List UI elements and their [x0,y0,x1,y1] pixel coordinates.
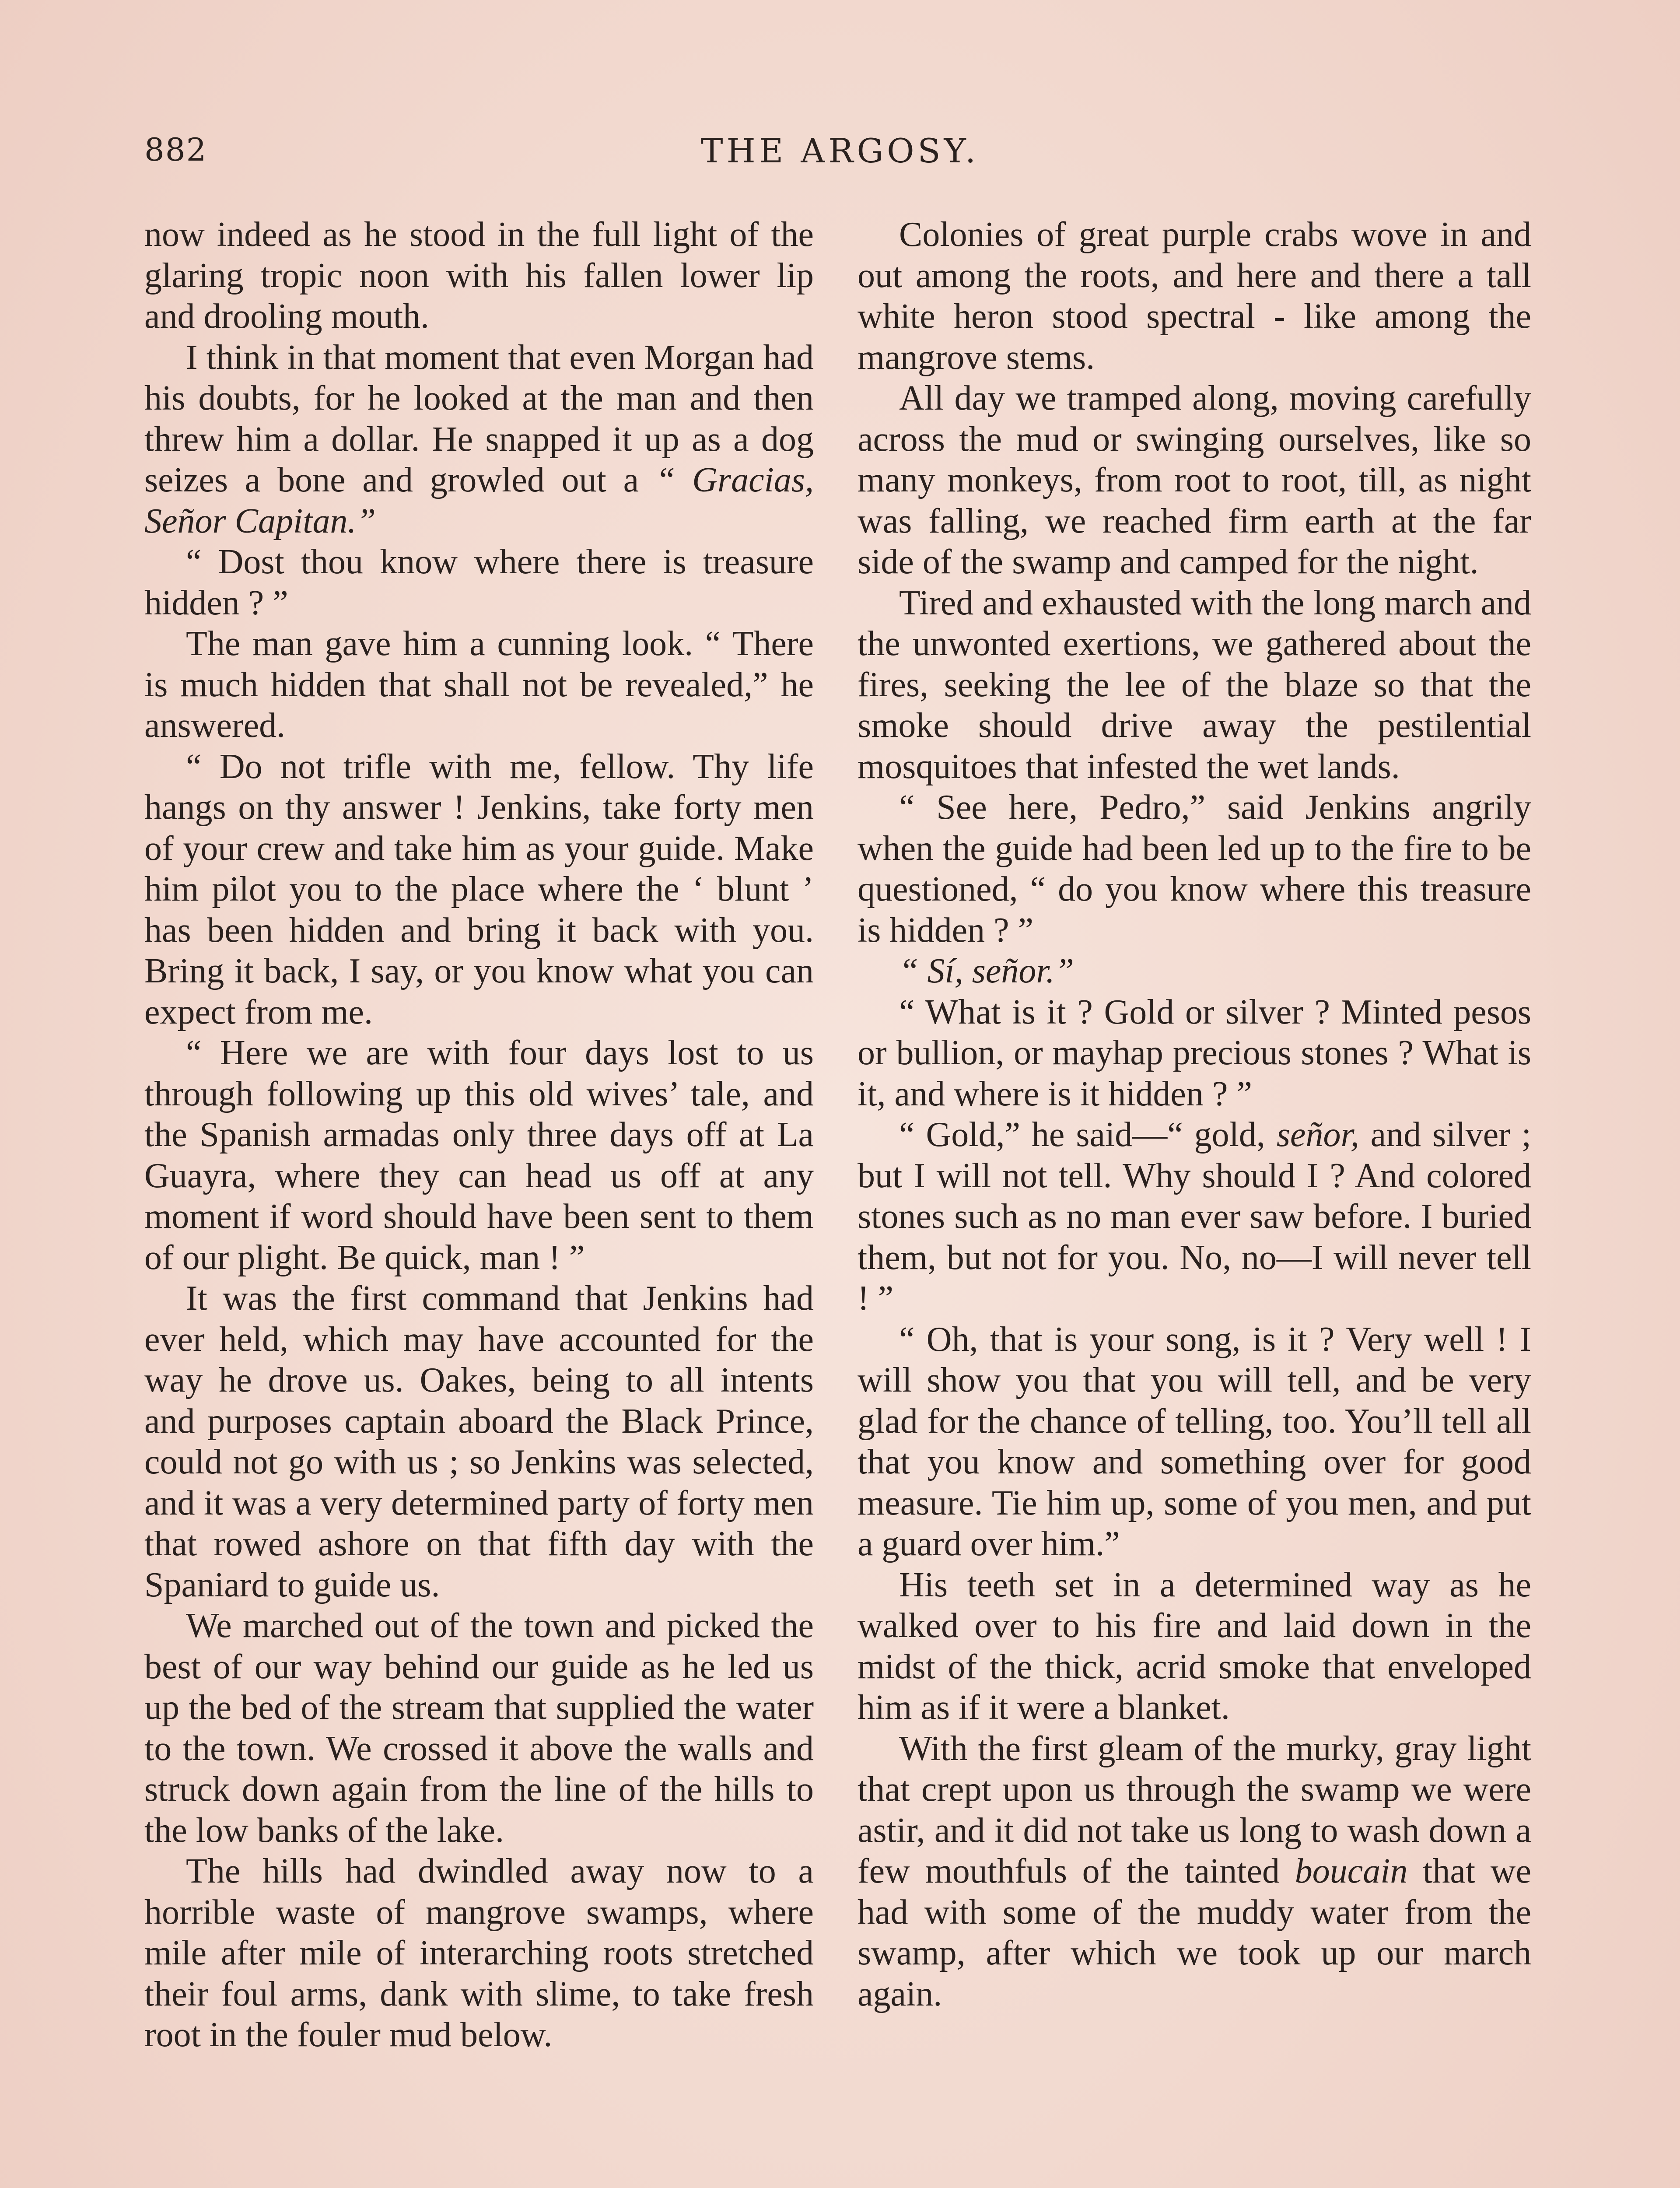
paragraph: “ Here we are with four days lost to us through following up this old wives’ tale, and the Spanish armadas only three days off at La Guayra, where they can head us off at any moment if word should have been sent to them of our plight. Be quick, man ! ” [144,1034,814,1277]
paragraph: It was the first command that Jenkins had ever held, which may have accounted for the way he drove us. Oakes, being to all intents and purposes captain aboard the Black Prince, could not go with us ; so Jenkins was selected, and it was a very determined party of forty men that rowed ashore on that fifth day with the Spaniard to guide us. [144,1279,814,1604]
paragraph: His teeth set in a determined way as he walked over to his fire and laid down in the midst of the thick, acrid smoke that enveloped him as if it were a blanket. [858,1565,1531,1727]
italic-quote: “ Gracias, Señor Capitan.” [144,461,814,540]
paragraph: “ See here, Pedro,” said Jenkins angrily when the guide had been led up to the fire to be questioned, “ do you know where this treasure is hidden ? ” [858,788,1531,950]
paragraph: The hills had dwindled away now to a horrible waste of mangrove swamps, where mile after mile of interarching roots stretched their foul arms, dank with slime, to take fresh root in the fouler mud below. [144,1852,814,2054]
italic-word: boucain [1295,1852,1408,1890]
page-header [144,131,1536,184]
paragraph: All day we tramped along, moving carefully across the mud or swinging ourselves, like so many monkeys, from root to root, till, as night was falling, we reached firm earth at the far side of the swamp and camped for the night. [858,379,1531,581]
paragraph: Colonies of great purple crabs wove in and out among the roots, and here and there a tall white heron stood spectral - like among the mangrove stems. [858,215,1531,377]
paragraph-text: and silver ; but I will not tell. Why should I ? And colored stones such as no man ever saw before. I buried them, but not for you. No, no—I will never tell ! ” [858,1115,1531,1318]
paragraph-text: “ Gold,” he said—“ gold, [899,1115,1277,1154]
paragraph: “ What is it ? Gold or silver ? Minted pesos or bullion, or mayhap precious stones ? What is it, and where is it hidden ? ” [858,992,1531,1113]
paragraph: now indeed as he stood in the full light of the glaring tropic noon with his fallen lower lip and drooling mouth. [144,215,814,336]
right-column [858,214,1531,2015]
italic-word: señor, [1276,1115,1359,1154]
running-title: THE ARGOSY. [700,131,980,170]
paragraph: We marched out of the town and picked the best of our way behind our guide as he led us up the bed of the stream that supplied the water to the town. We crossed it above the walls and struck down again from the line of the hills to the low banks of the lake. [144,1606,814,1850]
paragraph: Tired and exhausted with the long march and the unwonted exertions, we gathered about the fires, seeking the lee of the blaze so that the smoke should drive away the pestilential mosquitoes that infested the wet lands. [858,583,1531,786]
italic-quote: “ Sí, señor.” [899,952,1074,990]
paragraph [858,1729,1531,2015]
paragraph: “ Dost thou know where there is treasure hidden ? ” [144,543,814,622]
paragraph: “ Oh, that is your song, is it ? Very well ! I will show you that you will tell, and be very glad for the chance of telling, too. You’ll tell all that you know and something over for good measure. Tie him up, some of you men, and put a guard over him.” [858,1320,1531,1563]
paragraph-text: that we had with some of the muddy water from the swamp, after which we took up our march again. [858,1852,1531,2013]
paragraph-text: I think in that moment that even Morgan had his doubts, for he looked at the man and then threw him a dollar. He snapped it up as a dog seizes a bone and growled out a [144,338,814,499]
paragraph-text: With the first gleam of the murky, gray light that crept upon us through the swamp we were astir, and it did not take us long to wash down a few mouthfuls of the tainted [858,1729,1531,1890]
page-number: 882 [144,131,207,168]
paragraph [858,951,1531,992]
paragraph [144,337,814,542]
paragraph: The man gave him a cunning look. “ There is much hidden that shall not be revealed,” he answered. [144,624,814,745]
paragraph: “ Do not trifle with me, fellow. Thy life hangs on thy answer ! Jenkins, take forty men of your crew and take him as your guide. Make him pilot you to the place where the ‘ blunt ’ has been hidden and bring it back with you. Bring it back, I say, or you know what you can expect from me. [144,747,814,1031]
left-column [144,214,814,2056]
paragraph [858,1115,1531,1319]
